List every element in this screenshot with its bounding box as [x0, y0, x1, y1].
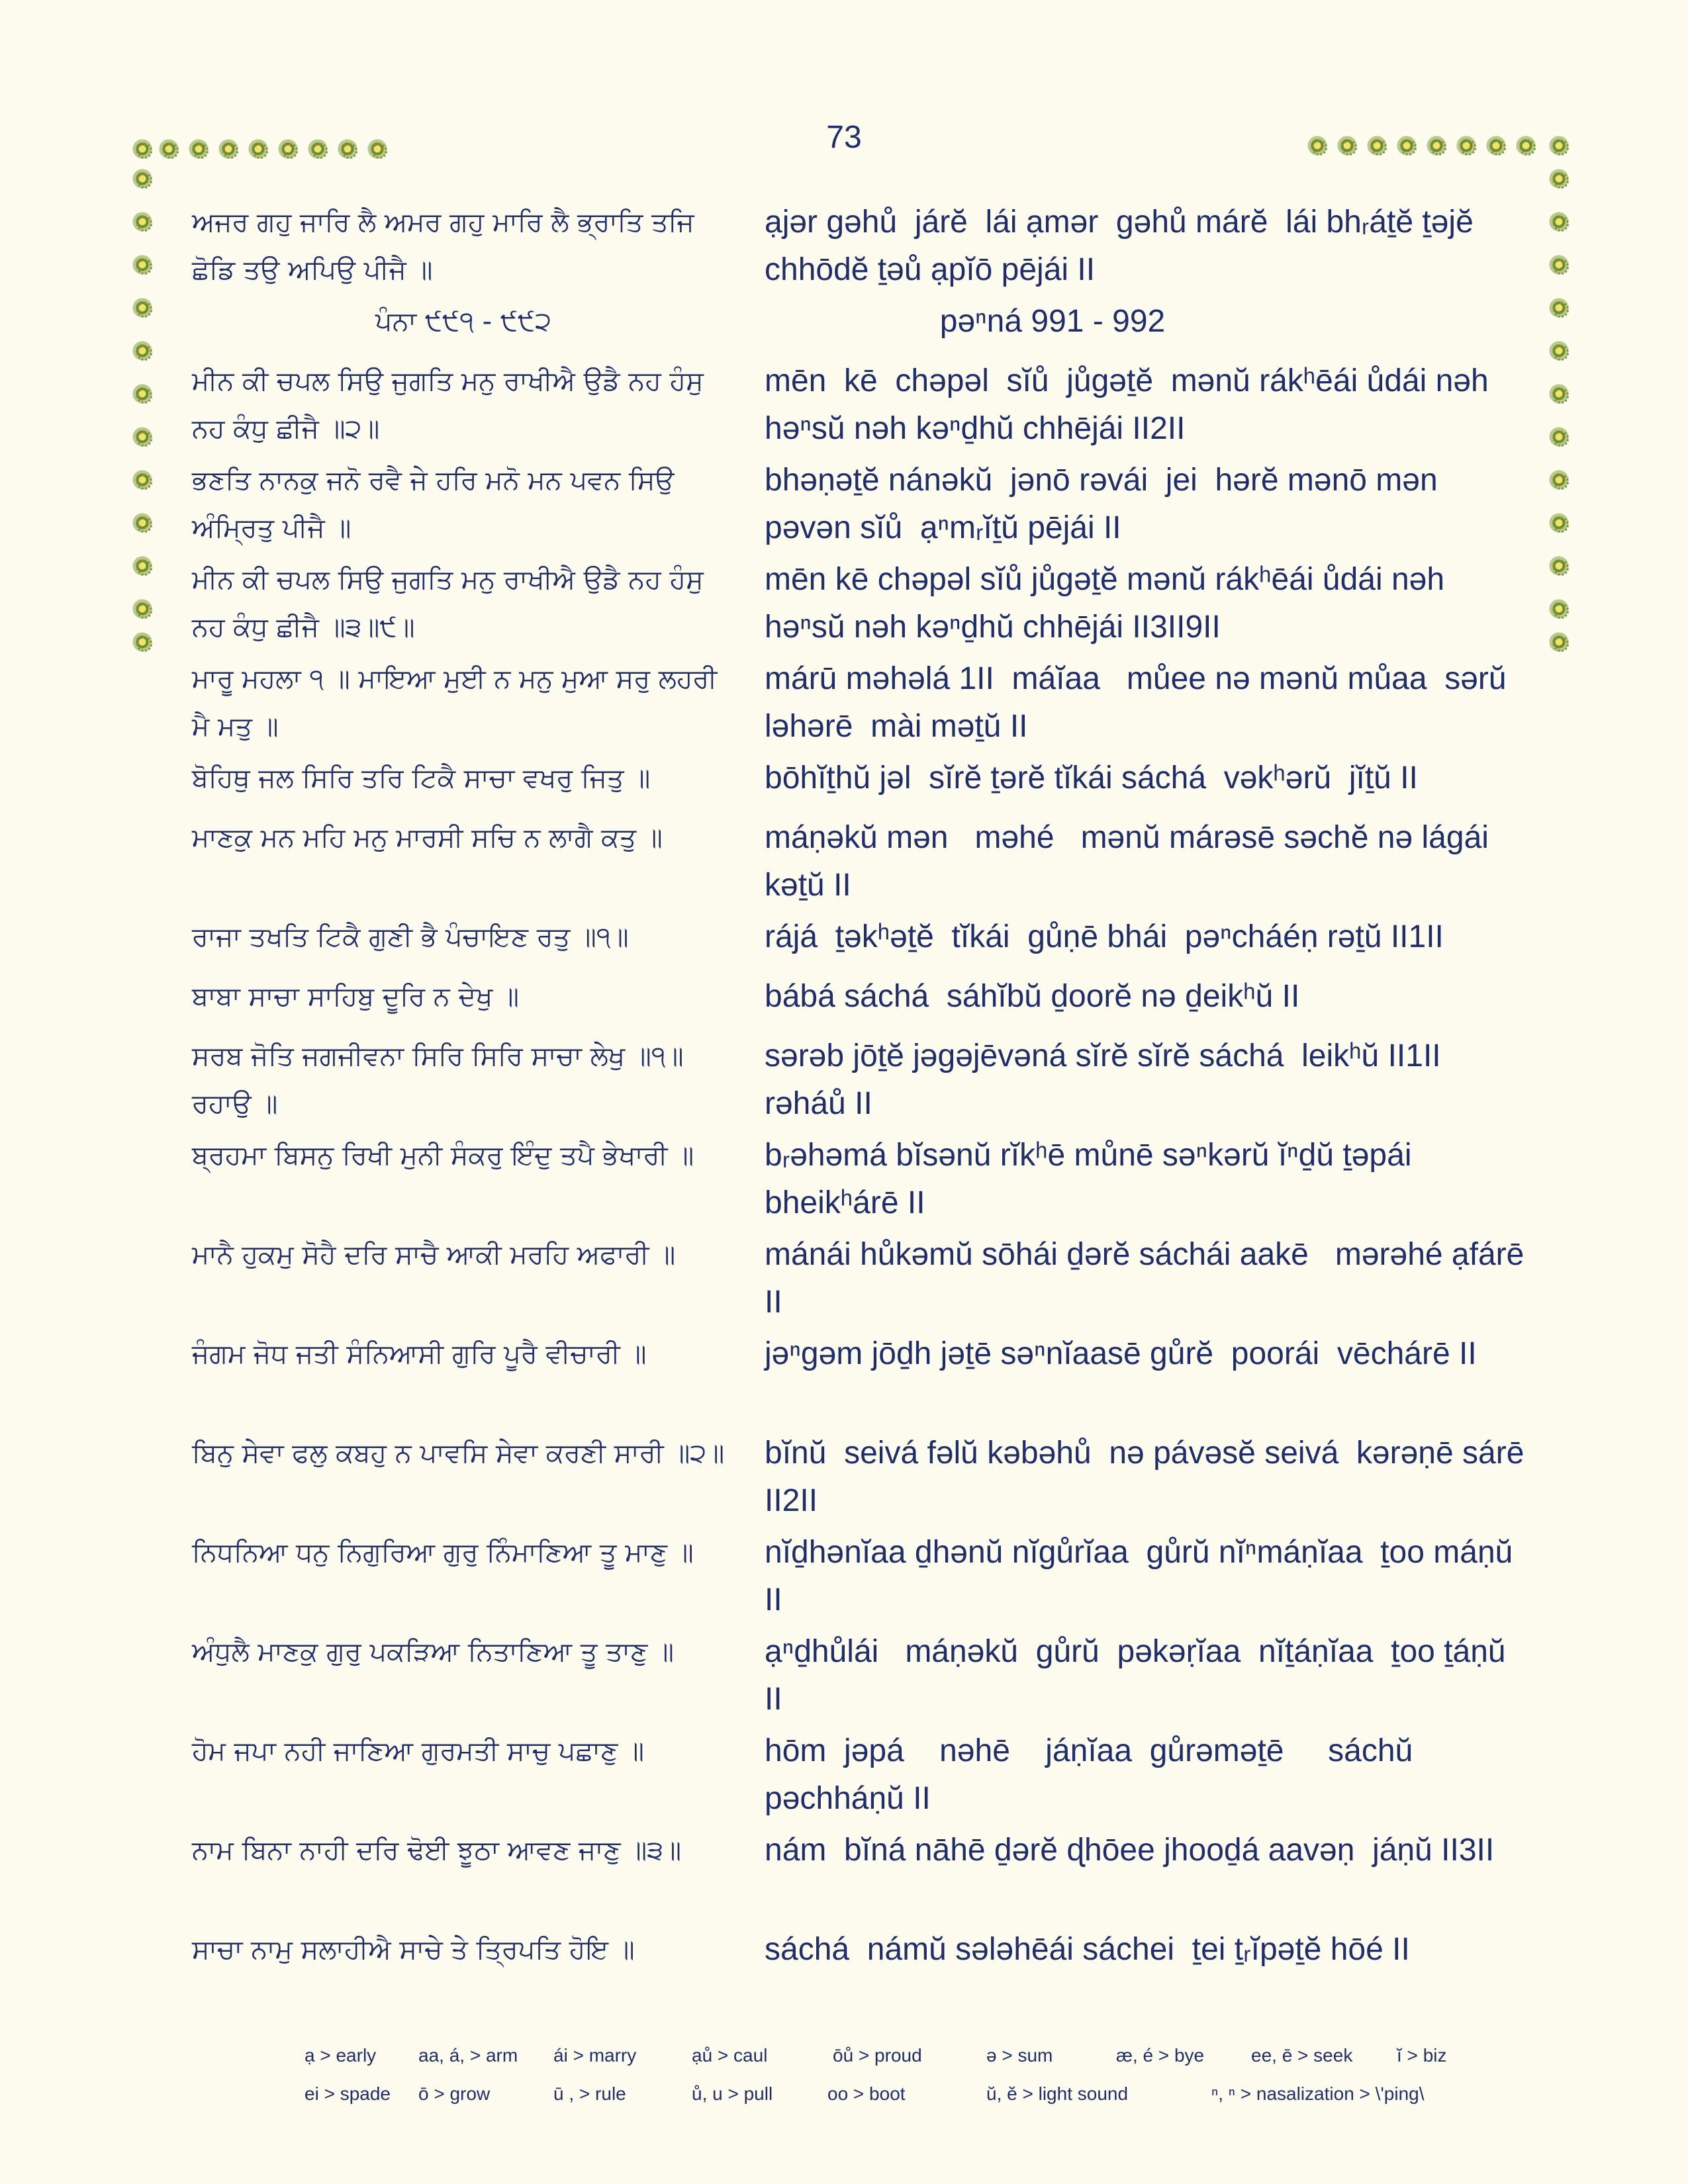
transliteration-line: hōm jəpá nəhē jáṇĭaa gůrəməṯē sáchŭ pəchháṇŭ II	[765, 1733, 1422, 1816]
transliteration-line: sáchá námŭ sələhēái sáchei ṯei ṯᵣĭpəṯĕ hōé II	[765, 1932, 1410, 1967]
flower-ornament-icon	[1549, 136, 1569, 156]
flower-ornament-icon	[367, 139, 387, 159]
flower-ornament-icon	[1549, 470, 1569, 490]
flower-ornament-icon	[132, 427, 152, 447]
flower-ornament-icon	[1486, 136, 1506, 156]
flower-ornament-icon	[1549, 169, 1569, 189]
flower-ornament-icon	[132, 632, 152, 652]
legend-item: ŭ, ĕ > light sound	[986, 2083, 1129, 2104]
gurmukhi-line: ਬ੍ਰਹਮਾ ਬਿਸਨੁ ਰਿਖੀ ਮੁਨੀ ਸੰਕਰੁ ਇੰਦੁ ਤਪੈ ਭੇਖਾਰੀ ॥	[192, 1140, 694, 1171]
gurmukhi-line: ਨਿਧਨਿਆ ਧਨੁ ਨਿਗੁਰਿਆ ਗੁਰੁ ਨਿੰਮਾਣਿਆ ਤੂ ਮਾਣੁ ॥	[192, 1537, 694, 1568]
flower-ornament-icon	[1549, 599, 1569, 619]
flower-ornament-icon	[1549, 513, 1569, 533]
flower-ornament-icon	[1307, 136, 1327, 156]
transliteration-line: ạjər gəhů járĕ lái ạmər gəhů márĕ lái bhᵣáṯĕ ṯəjĕ chhōdĕ ṯəů ạpĭō pējái II	[765, 205, 1483, 287]
flower-ornament-icon	[132, 556, 152, 576]
flower-ornament-icon	[308, 139, 328, 159]
transliteration-line: nĭḏhənĭaa ḏhənŭ nĭgůrĭaa gůrŭ nĭⁿmáṇĭaa ṯoo máṇŭ II	[765, 1535, 1522, 1617]
gurmukhi-line: ਬਿਨੁ ਸੇਵਾ ਫਲੁ ਕਬਹੁ ਨ ਪਾਵਸਿ ਸੇਵਾ ਕਰਣੀ ਸਾਰੀ ॥੨॥	[192, 1438, 725, 1469]
flower-ornament-icon	[1516, 136, 1536, 156]
gurmukhi-line: ਹੋਮ ਜਪਾ ਨਹੀ ਜਾਣਿਆ ਗੁਰਮਤੀ ਸਾਚੁ ਪਛਾਣੁ ॥	[192, 1736, 644, 1766]
transliteration-line: mēn kē chəpəl sĭů jůgəṯĕ mənŭ rákʰēái ůdái nəh həⁿsŭ nəh kəⁿḏhŭ chhējái II3II9II	[765, 562, 1454, 645]
flower-ornament-icon	[218, 139, 238, 159]
flower-ornament-icon	[132, 470, 152, 490]
legend-item: æ, é > bye	[1116, 2045, 1205, 2066]
gurmukhi-line: ਸਾਚਾ ਨਾਮੁ ਸਲਾਹੀਐ ਸਾਚੇ ਤੇ ਤ੍ਰਿਪਤਿ ਹੋਇ ॥	[192, 1934, 635, 1965]
transliteration-line: ạⁿḏhůlái máṇəkŭ gůrŭ pəkəṛĭaa nĭṯáṇĭaa ṯoo ṯáṇŭ II	[765, 1634, 1515, 1717]
legend-item: ái > marry	[553, 2045, 637, 2066]
flower-ornament-icon	[132, 513, 152, 533]
gurmukhi-line: ਰਾਜਾ ਤਖਤਿ ਟਿਕੈ ਗੁਣੀ ਭੈ ਪੰਚਾਇਣ ਰਤੁ ॥੧॥	[192, 922, 629, 952]
flower-ornament-icon	[1367, 136, 1387, 156]
flower-ornament-icon	[1549, 427, 1569, 447]
flower-ornament-icon	[132, 169, 152, 189]
flower-ornament-icon	[1549, 298, 1569, 318]
flower-ornament-icon	[1549, 255, 1569, 275]
flower-ornament-icon	[132, 298, 152, 318]
legend-item: ei > spade	[305, 2083, 391, 2104]
flower-ornament-icon	[1549, 384, 1569, 404]
gurmukhi-line: ਭਣਤਿ ਨਾਨਕੁ ਜਨੋ ਰਵੈ ਜੇ ਹਰਿ ਮਨੋ ਮਨ ਪਵਨ ਸਿਉ ਅੰਮ੍ਰਿਤੁ ਪੀਜੈ ॥	[192, 465, 675, 543]
flower-ornament-icon	[159, 139, 179, 159]
transliteration-line: máṇəkŭ mən məhé mənŭ márəsē səchĕ nə lágái kəṯŭ II	[765, 820, 1507, 903]
flower-ornament-icon	[132, 384, 152, 404]
transliteration-line: bōhĭṯhŭ jəl sĭrĕ ṯərĕ tĭkái sáchá vəkʰərŭ jĭṯŭ II	[765, 760, 1418, 796]
flower-ornament-icon	[1337, 136, 1357, 156]
legend-item: ū , > rule	[553, 2083, 626, 2104]
legend-item: aa, á, > arm	[418, 2045, 518, 2066]
transliteration-line: bábá sáchá sáhĭbŭ ḏoorĕ nə ḏeikʰŭ II	[765, 979, 1300, 1014]
gurmukhi-line: ਬੋਹਿਥੁ ਜਲ ਸਿਰਿ ਤਰਿ ਟਿਕੈ ਸਾਚਾ ਵਖਰੁ ਜਿਤੁ ॥	[192, 763, 651, 794]
transliteration-line: rájá ṯəkʰəṯĕ tĭkái gůṇē bhái pəⁿcháéṇ rəṯŭ II1II	[765, 919, 1444, 954]
legend-item: ee, ē > seek	[1251, 2045, 1353, 2066]
gurmukhi-line: ਮੀਨ ਕੀ ਚਪਲ ਸਿਉ ਜੁਗਤਿ ਮਨੁ ਰਾਖੀਐ ਉਡੈ ਨਹ ਹੰਸੁ ਨਹ ਕੰਧੁ ਛੀਜੈ ॥੨॥	[192, 366, 704, 444]
flower-ornament-icon	[1427, 136, 1446, 156]
legend-item: ů, u > pull	[692, 2083, 773, 2104]
transliteration-line: bhəṇəṯĕ nánəkŭ jənō rəvái jei hərĕ mənō mən pəvən sĭů ạⁿmᵣĭṯŭ pējái II	[765, 463, 1447, 545]
transliteration-line: mēn kē chəpəl sĭů jůgəṯĕ mənŭ rákʰēái ůdái nəh həⁿsŭ nəh kəⁿḏhŭ chhējái II2II	[765, 363, 1507, 446]
flower-ornament-icon	[132, 341, 152, 361]
flower-ornament-icon	[132, 212, 152, 232]
transliteration-line: sərəb jōṯĕ jəgəjēvəná sĭrĕ sĭrĕ sáchá leikʰŭ II1II rəháů II	[765, 1038, 1450, 1121]
flower-ornament-icon	[1549, 341, 1569, 361]
flower-ornament-icon	[132, 139, 152, 159]
flower-ornament-icon	[278, 139, 298, 159]
legend-item: ōů > proud	[833, 2045, 922, 2066]
legend-item: ə > sum	[986, 2045, 1053, 2066]
gurmukhi-line: ਮਾਨੈ ਹੁਕਮੁ ਸੋਹੈ ਦਰਿ ਸਾਚੈ ਆਕੀ ਮਰਹਿ ਅਫਾਰੀ ॥	[192, 1240, 676, 1270]
gurmukhi-line: ਮੀਨ ਕੀ ਚਪਲ ਸਿਉ ਜੁਗਤਿ ਮਨੁ ਰਾਖੀਐ ਉਡੈ ਨਹ ਹੰਸੁ ਨਹ ਕੰਧੁ ਛੀਜੈ ॥੩॥੯॥	[192, 565, 704, 643]
gurmukhi-line: ਸਰਬ ਜੋਤਿ ਜਗਜੀਵਨਾ ਸਿਰਿ ਸਿਰਿ ਸਾਚਾ ਲੇਖੁ ॥੧॥ ਰਹਾਉ ॥	[192, 1041, 684, 1119]
flower-ornament-icon	[1549, 632, 1569, 652]
flower-ornament-icon	[132, 255, 152, 275]
gurmukhi-line: ਮਾਣਕੁ ਮਨ ਮਹਿ ਮਨੁ ਮਾਰਸੀ ਸਚਿ ਨ ਲਾਗੈ ਕਤੁ ॥	[192, 823, 663, 853]
flower-ornament-icon	[1549, 212, 1569, 232]
page-range-gurmukhi: ਪੰਨਾ ੯੯੧ - ੯੯੨	[375, 306, 552, 337]
flower-ornament-icon	[1397, 136, 1417, 156]
legend-item: ō > grow	[418, 2083, 491, 2104]
transliteration-line: mánái hůkəmŭ sōhái ḏərĕ sáchái aakē mərəhé ạfárē II	[765, 1237, 1533, 1320]
gurmukhi-line: ਨਾਮ ਬਿਨਾ ਨਾਹੀ ਦਰਿ ਢੋਈ ਝੂਠਾ ਆਵਣ ਜਾਣੁ ॥੩॥	[192, 1835, 682, 1866]
flower-ornament-icon	[338, 139, 357, 159]
transliteration-line: jəⁿgəm jōḏh jəṯē səⁿnĭaasē gůrĕ poorái vēchárē II	[765, 1336, 1477, 1371]
flower-ornament-icon	[189, 139, 209, 159]
flower-ornament-icon	[1549, 556, 1569, 576]
gurmukhi-line: ਬਾਬਾ ਸਾਚਾ ਸਾਹਿਬੁ ਦੂਰਿ ਨ ਦੇਖੁ ॥	[192, 981, 520, 1012]
legend-item: ạů > caul	[692, 2045, 768, 2066]
legend-item: oo > boot	[827, 2083, 906, 2104]
flower-ornament-icon	[132, 599, 152, 619]
gurmukhi-line: ਮਾਰੂ ਮਹਲਾ ੧ ॥ ਮਾਇਆ ਮੁਈ ਨ ਮਨੁ ਮੁਆ ਸਰੁ ਲਹਰੀ ਮੈ ਮਤੁ ॥	[192, 664, 718, 742]
legend-item: ĭ > biz	[1397, 2045, 1447, 2066]
flower-ornament-icon	[248, 139, 268, 159]
legend-item: ⁿ, ⁿ > nasalization > \'ping\	[1211, 2083, 1425, 2104]
page-range-transliteration: pəⁿná 991 - 992	[939, 304, 1166, 339]
gurmukhi-line: ਅਜਰ ਗਹੁ ਜਾਰਿ ਲੈ ਅਮਰ ਗਹੁ ਮਾਰਿ ਲੈ ਭ੍ਰਾਤਿ ਤਜਿ ਛੋਡਿ ਤਉ ਅਪਿਉ ਪੀਜੈ ॥	[192, 207, 694, 285]
legend-item: ạ > early	[305, 2045, 377, 2066]
transliteration-line: nám bĭná nāhē ḏərĕ ɖhōee jhooḏá aavəṇ jáṇŭ II3II	[765, 1833, 1495, 1868]
flower-ornament-icon	[1456, 136, 1476, 156]
page-number: 73	[826, 120, 862, 155]
transliteration-line: márū məhəlá 1II máĭaa můee nə mənŭ můaa sərŭ ləhərē mài məṯŭ II	[765, 661, 1515, 744]
gurmukhi-line: ਅੰਧੁਲੈ ਮਾਣਕੁ ਗੁਰੁ ਪਕੜਿਆ ਨਿਤਾਣਿਆ ਤੂ ਤਾਣੁ ॥	[192, 1637, 674, 1667]
gurmukhi-line: ਜੰਗਮ ਜੋਧ ਜਤੀ ਸੰਨਿਆਸੀ ਗੁਰਿ ਪੂਰੈ ਵੀਚਾਰੀ ॥	[192, 1339, 647, 1369]
transliteration-line: bĭnŭ seivá fəlŭ kəbəhů nə pávəsĕ seivá kərəṇē sárē II2II	[765, 1435, 1533, 1518]
transliteration-line: bᵣəhəmá bĭsənŭ rĭkʰē můnē səⁿkərŭ ĭⁿḏŭ ṯəpái bheikʰárē II	[765, 1138, 1421, 1220]
